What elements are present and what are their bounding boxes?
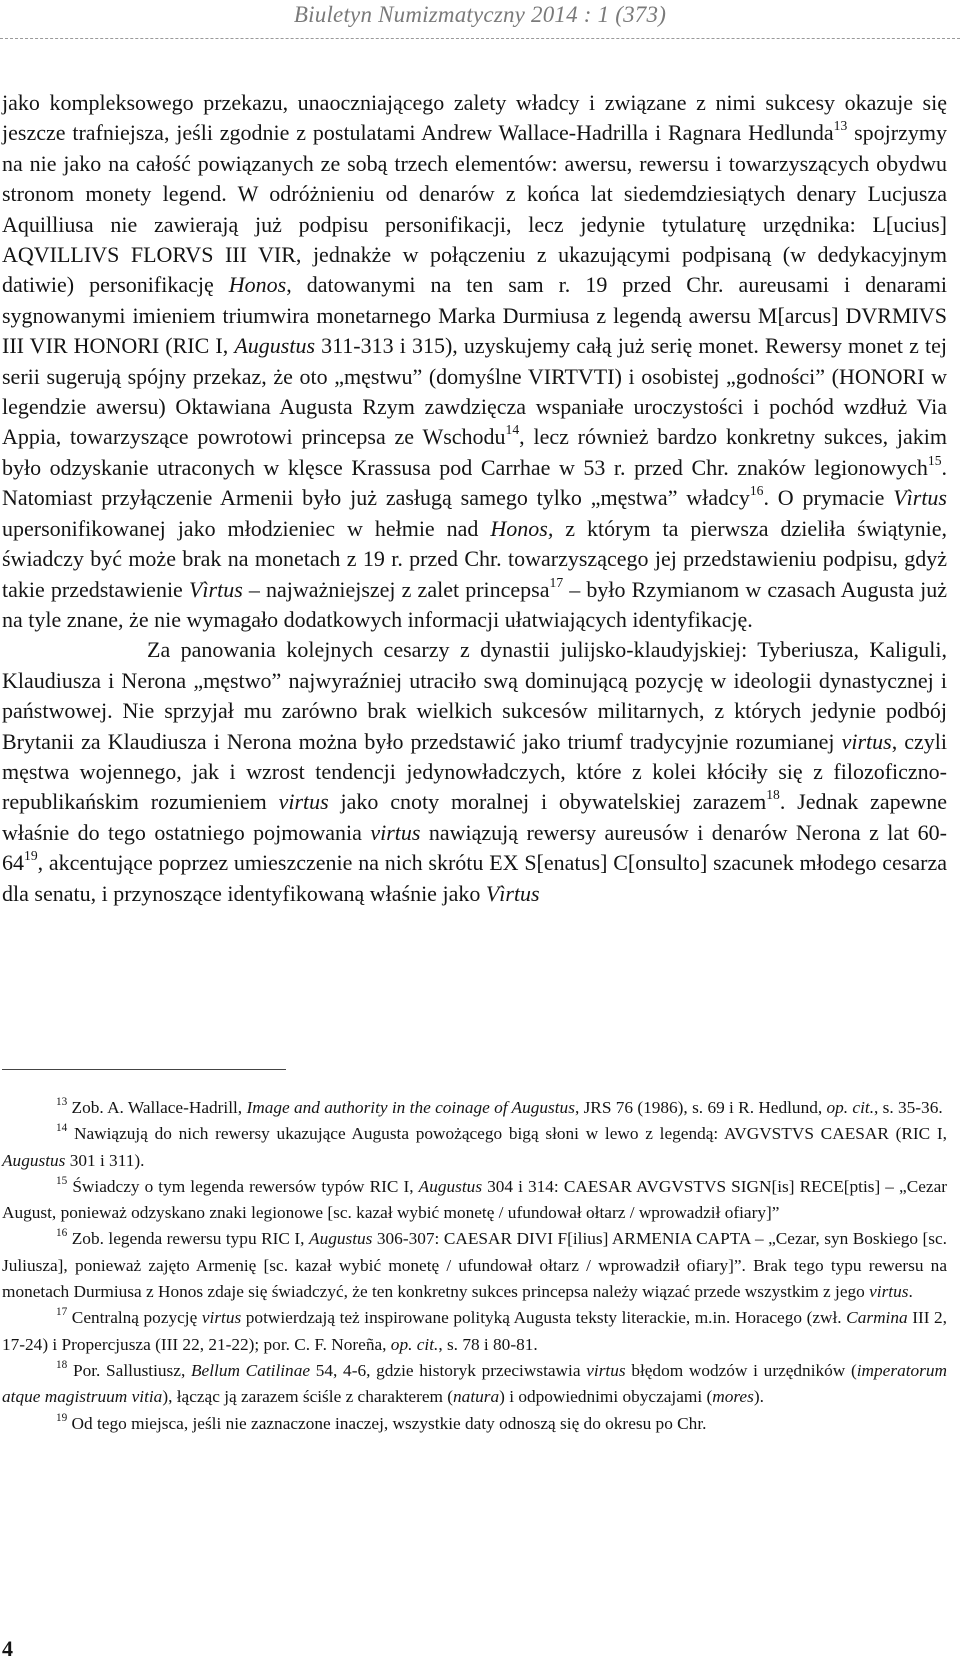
text-run: Zob. A. Wallace-Hadrill,	[67, 1098, 247, 1117]
footnote-ref-13[interactable]: 13	[833, 118, 848, 134]
text-run: z którym ta pierwsza dzieliła świątynie, świadczy być może brak na monetach z 19 r. przed Chr. towarzyszącego jej przedstawieniu podpisu, gdyż takie przedstawienie	[2, 515, 947, 602]
header-rule	[0, 38, 960, 39]
text-run: , s. 78 i 80-81.	[438, 1334, 538, 1354]
text-run: ) i odpowiednimi obyczajami (	[499, 1387, 713, 1407]
text-run: ).	[753, 1387, 764, 1407]
footnote-ref-16[interactable]: 16	[749, 483, 764, 499]
running-header: Biuletyn Numizmatyczny 2014 : 1 (373)	[293, 2, 667, 27]
paragraph-2	[2, 635, 947, 909]
text-run: upersonifikowanej jako młodzieniec w hełmie nad	[2, 515, 491, 541]
italic-term: Augustus	[2, 1150, 66, 1170]
footnote-number: 15	[56, 1175, 68, 1188]
text-run: nawiązują rewersy aureusów i denarów Nerona z lat 60-64	[2, 819, 947, 876]
italic-term: virtus	[841, 728, 892, 754]
text-run: .	[908, 1282, 913, 1302]
italic-term: mores	[712, 1387, 754, 1407]
text-run: błędom wodzów i urzędników (	[625, 1360, 857, 1380]
text-run: – było Rzymianom w czasach Augusta już na tyle znane, że nie wymagało dodatkowych informacji ułatwiających identyfikację.	[2, 576, 947, 632]
text-run: . O prymacie	[763, 485, 894, 511]
text-run: , JRS 76 (1986), s. 69 i R. Hedlund,	[574, 1098, 827, 1117]
footnote-number: 17	[56, 1306, 68, 1319]
italic-title: Bellum Catilinae	[191, 1360, 310, 1380]
text-run: ), łącząc ją zarazem ściśle z charakterem (	[162, 1387, 454, 1407]
italic-term: Honos	[228, 272, 287, 298]
footnotes	[2, 1095, 947, 1437]
italic-term: Honos,	[490, 515, 554, 541]
italic-term: virtus	[869, 1282, 909, 1302]
text-run: jako cnoty moralnej i obywatelskiej zarazem	[328, 789, 767, 815]
italic-term: virtus	[586, 1360, 626, 1380]
italic-term: Vìrtus	[485, 880, 540, 906]
footnote-15	[2, 1174, 947, 1227]
footnote-18	[2, 1358, 947, 1411]
footnote-number: 19	[56, 1411, 68, 1424]
text-run: , datowanymi na ten sam r. 19 przed Chr. aureusami i denarami sygnowanymi imieniem triumwira monetarnego Marka Durmiusa z legendą awersu M[arcus] DVRMIVS III VIR HONORI (RIC I,	[2, 272, 947, 359]
italic-term: virtus	[201, 1308, 242, 1328]
text-run: III 2, 17-24) i Propercjusza (III 22, 21-22); por. C. F. Noreña,	[2, 1308, 947, 1354]
footnote-ref-18[interactable]: 18	[766, 787, 780, 803]
italic-term: op. cit.	[390, 1334, 439, 1354]
footnote-separator	[2, 1069, 286, 1070]
italic-term: Augustus	[418, 1176, 483, 1196]
footnote-16	[2, 1226, 947, 1305]
text-run: – najważniejszej z zalet princepsa	[242, 576, 550, 602]
footnote-14	[2, 1121, 947, 1174]
text-run: Centralną pozycję	[67, 1308, 202, 1328]
italic-term: Augustus	[234, 333, 316, 359]
text-run: Świadczy o tym legenda rewersów typów RIC I,	[67, 1176, 419, 1196]
footnote-number: 13	[56, 1096, 68, 1109]
italic-term: Augustus	[309, 1229, 373, 1249]
text-run: , lecz również bardzo konkretny sukces, jakim było odzyskanie utraconych w klęsce Krassusa pod Carrhae w 53 r. przed Chr. znaków legionowych	[2, 424, 947, 480]
italic-term: Vìrtus	[893, 485, 947, 511]
footnote-number: 18	[56, 1359, 68, 1372]
text-run: Od tego miejsca, jeśli nie zaznaczone inaczej, wszystkie daty odnoszą się do okresu po Chr.	[67, 1413, 707, 1433]
text-run: , s. 35-36.	[874, 1098, 943, 1117]
paragraph-1	[2, 88, 947, 635]
italic-title: Carmina	[846, 1308, 908, 1328]
footnote-17	[2, 1305, 947, 1358]
text-run: 311-313 i 315), uzyskujemy całą już serię monet. Rewersy monet z tej serii sugerują spójny przekaz, że oto „męstwu” (domyślne VIRTVTI) i osobistej „godności” (HONORI w legendzie awersu) Oktawiana Augusta Rzym zawdzięcza wspaniałe uroczystości i pochód wzdłuż Via Appia, towarzyszące powrotowi princepsa ze Wschodu	[2, 333, 947, 450]
footnote-ref-19[interactable]: 19	[24, 848, 38, 864]
footnote-number: 16	[56, 1227, 68, 1240]
footnote-number: 14	[56, 1122, 68, 1135]
text-run: 306-307: CAESAR DIVI F[ilius] ARMENIA CAPTA – „Cezar, syn Boskiego [sc. Juliusza], ponieważ zajęto Armenię [sc. kazał wybić monetę / ufundował ołtarz / wprowadził ofiary]”. Brak tego typu rewersu na monetach Durmiusa z Honos zdaje się świadczyć, że ten konkretny sukces princepsa należy wiązać przede wszystkim z jego	[2, 1229, 947, 1302]
text-run: Nawiązują do nich rewersy ukazujące Augusta powożącego bigą słoni w lewo z legendą: AVGVSTVS CAESAR (RIC I,	[67, 1124, 947, 1144]
page-number: 4	[2, 1636, 13, 1661]
text-run: Zob. legenda rewersu typu RIC I,	[67, 1229, 310, 1249]
text-run: 304 i 314: CAESAR AVGVSTVS SIGN[is] RECE[ptis] – „Cezar August, ponieważ odzyskano znaki legionowe [sc. kazał wybić monetę / ufundował ołtarz / wprowadził ofiary]”	[2, 1176, 947, 1223]
footnote-19	[2, 1411, 947, 1437]
text-run: potwierdzają też inspirowane polityką Augusta teksty literackie, m.in. Horacego (zwł.	[241, 1308, 847, 1328]
italic-term: natura	[453, 1387, 500, 1407]
italic-title: Image and authority in the coinage of Augustus	[246, 1098, 575, 1117]
text-run: 54, 4-6, gdzie historyk przeciwstawia	[310, 1360, 587, 1380]
main-text	[2, 88, 947, 909]
italic-term: virtus	[370, 819, 421, 845]
italic-term: Vìrtus	[188, 576, 243, 602]
footnote-ref-15[interactable]: 15	[927, 453, 942, 469]
text-run: , czyli męstwa wojennego, jak i wzrost tendencji jedynowładczych, które z kolei kłóciły się z filozoficzno-republikańskim rozumieniem	[2, 728, 948, 815]
italic-term: virtus	[278, 789, 329, 815]
text-run: , akcentujące poprzez umieszczenie na nich skrótu EX S[enatus] C[onsulto] szacunek młodego cesarza dla senatu, i przynoszące identyfikowaną właśnie jako	[2, 850, 947, 906]
text-run: Por. Sallustiusz,	[67, 1360, 191, 1380]
footnote-13	[2, 1095, 947, 1121]
text-run: spojrzymy na nie jako na całość powiązanych ze sobą trzech elementów: awersu, rewersu i towarzyszących obydwu stronom monety legend. W odróżnieniu od denarów z końca lat siedemdziesiątych denary Lucjusza Aquilliusa nie zawierają już podpisu personifikacji, lecz jedynie tytulaturę urzędnika: L[ucius] AQVILLIVS FLORVS III VIR, jednakże w połączeniu z ukazującymi podpisaną (w dedykacyjnym datiwie) personifikację	[2, 120, 947, 298]
text-run: 301 i 311).	[65, 1150, 145, 1170]
footnote-ref-14[interactable]: 14	[505, 422, 520, 438]
text-run: jako kompleksowego przekazu, unaoczniającego zalety władcy i związane z nimi sukcesy okazuje się jeszcze trafniejsza, jeśli zgodnie z postulatami Andrew Wallace-Hadrilla i Ragnara Hedlunda	[2, 90, 947, 146]
text-run: . Jednak zapewne właśnie do tego ostatniego pojmowania	[2, 789, 947, 845]
footnote-ref-17[interactable]: 17	[549, 574, 564, 590]
text-run: Za panowania kolejnych cesarzy z dynastii julijsko-klaudyjskiej: Tyberiusza, Kaliguli, Klaudiusza i Nerona „męstwo” najwyraźniej utraciło swą dominującą pozycję w ideologii dynastycznej i państwowej. Nie sprzyjał mu zarówno brak wielkich sukcesów militarnych, z których jedynie podbój Brytanii za Klaudiusza i Nerona można było przedstawić jako triumf tradycyjnie rozumianej	[2, 637, 947, 754]
text-run: . Natomiast przyłączenie Armenii było już zasługą samego tylko „męstwa” władcy	[2, 454, 947, 511]
italic-term: imperatorum atque magistruum vitia	[2, 1360, 947, 1407]
italic-term: op. cit.	[826, 1098, 875, 1117]
